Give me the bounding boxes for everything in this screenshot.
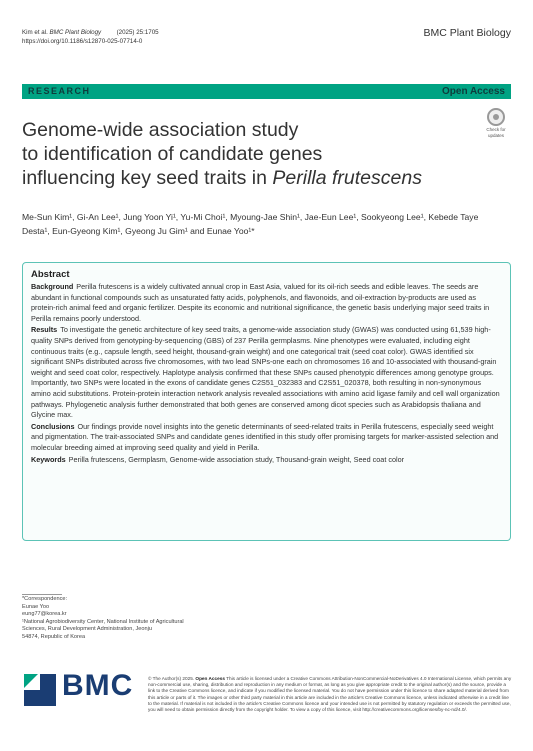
correspondence-block	[22, 596, 184, 641]
citation-block	[22, 29, 159, 46]
section-banner	[22, 84, 511, 99]
copyright: © The Author(s) 2025.	[148, 676, 195, 681]
conclusions-label: Conclusions	[31, 421, 75, 431]
correspondence-name: Eunae Yoo	[22, 603, 50, 610]
keywords-label: Keywords	[31, 454, 66, 464]
citation-line	[22, 29, 159, 38]
correspondence-label: *Correspondence:	[22, 596, 68, 602]
abstract-conclusions	[31, 422, 502, 454]
license-text-block	[148, 676, 512, 713]
check-updates-label-2: updates	[487, 133, 504, 138]
license-body: This article is licensed under a Creative Commons Attribution-NonCommercial-NoDerivatives 4.0 International License, which permits any non-commercial use, sharing, distribution and reproduction in any medium or format, as long as you give appropriate credit to the original author(s) and the source, provide a link to the Creative Commons licence, and indicate if you modified the licensed material. You do not have permission under this licence to share adapted material derived from this article or parts of it. The images or other third party material in this article are included in the article's Creative Commons licence, unless indicated otherwise in a credit line to the material. If material is not included in the article's Creative Commons licence and your intended use is not permitted by statutory regulation or exceeds the permitted use, you will need to obtain permission directly from the copyright holder. To view a copy of this licence, visit http://creativecommons.org/licenses/by-nc-nd/4.0/.	[148, 676, 512, 713]
citation-authors: Kim et al.	[22, 29, 48, 36]
bmc-logo-mark-top	[24, 674, 38, 688]
conclusions-text: Our findings provide novel insights into the genetic determinants of seed-related traits in Perilla frutescens, especially seed weight and pigmentation. The trait-associated SNPs and candidate genes identified in this study offer promising targets for marker-assisted selection and molecular breeding aimed at improving seed quality and yield in Perilla.	[31, 421, 499, 452]
doi-link[interactable]: https://doi.org/10.1186/s12870-025-07714-0	[22, 37, 143, 45]
footnote-divider	[22, 594, 62, 595]
license-open-access-label: Open Access	[195, 676, 225, 681]
abstract-background	[31, 282, 502, 324]
bmc-logo-mark-corner	[40, 674, 56, 690]
title-line-2: to identification of candidate genes	[22, 143, 323, 165]
affiliation-line-2: Sciences, Rural Development Administration, Jeonju	[22, 626, 152, 632]
affiliation-line-3: 54874, Republic of Korea	[22, 633, 86, 640]
article-title	[22, 118, 462, 190]
journal-name: BMC Plant Biology	[423, 27, 511, 39]
keywords-text: Perilla frutescens, Germplasm, Genome-wide association study, Thousand-grain weight, Seed coat color	[68, 454, 405, 464]
title-species: Perilla frutescens	[272, 167, 422, 189]
check-updates-icon	[487, 108, 505, 126]
citation-year-ref: (2025) 25:1705	[116, 29, 159, 36]
background-label: Background	[31, 282, 74, 291]
results-label: Results	[31, 325, 58, 335]
abstract-keywords	[31, 455, 502, 466]
title-line-3: influencing key seed traits in	[22, 167, 273, 189]
section-label: RESEARCH	[28, 86, 91, 96]
abstract-results	[31, 325, 502, 420]
check-for-updates-badge[interactable]	[482, 108, 510, 138]
author-list: Me-Sun Kim¹, Gi-An Lee¹, Jung Yoon Yi¹, Yu-Mi Choi¹, Myoung-Jae Shin¹, Jae-Eun Lee¹, Sookyeong Lee¹, Kebede Taye Desta¹, Eun-Gyeong Kim¹, Gyeong Ju Gim¹ and Eunae Yoo¹*	[22, 212, 479, 236]
abstract-heading: Abstract	[31, 269, 70, 280]
citation-journal: BMC Plant Biology	[49, 29, 102, 36]
affiliation-line-1: ¹National Agrobiodiversity Center, National Institute of Agricultural	[22, 618, 184, 625]
title-line-1: Genome-wide association study	[22, 119, 299, 141]
correspondence-email[interactable]: eung77@korea.kr	[22, 611, 67, 617]
background-text: Perilla frutescens is a widely cultivated annual crop in East Asia, valued for its oil-rich seeds and edible leaves. The seeds are abundant in functional compounds such as unsaturated fatty acids, polyphenols, and flavonoids, and oil-extraction by-products are used as protein-rich animal feed and organic fertilizer. Despite its economic and nutritional significance, the genetic basis underlying major seed traits in Perilla remains poorly understood.	[31, 282, 490, 323]
bmc-logo-mark-base	[24, 690, 56, 706]
check-updates-label-1: Check for	[486, 127, 506, 132]
results-text: To investigate the genetic architecture of key seed traits, a genome-wide association study (GWAS) was conducted using 61,539 high-quality SNPs derived from genotyping-by-sequencing (GBS) of 237 Perilla germplasms. Nine phenotypes were evaluated, including eight continuous traits (e.g., capsule length, seed height, thousand-grain weight) and one categorical trait (seed coat color). GWAS identified six significant SNPs distributed across five chromosomes, with two lead SNPs-one each on chromosomes 16 and 10-associated with thousand-grain weight and seed coat color, respectively. Haplotype analysis confirmed that these SNPs caused phenotypic differences among genotype groups. Importantly, two SNPs were located in the exons of candidate genes C2S51_032383 and C2S51_020378, both resulting in non-synonymous amino acid substitutions. Protein-protein interaction network analysis revealed associations with amino acid ligase family and cell wall organization pathways. Phylogenetic analysis further demonstrated that both genes are conserved among dicot species such as Arabidopsis thaliana and Glycine max.	[31, 325, 500, 420]
abstract-box	[22, 262, 511, 541]
open-access-label: Open Access	[442, 86, 505, 97]
bmc-logo-text: BMC	[62, 669, 134, 702]
